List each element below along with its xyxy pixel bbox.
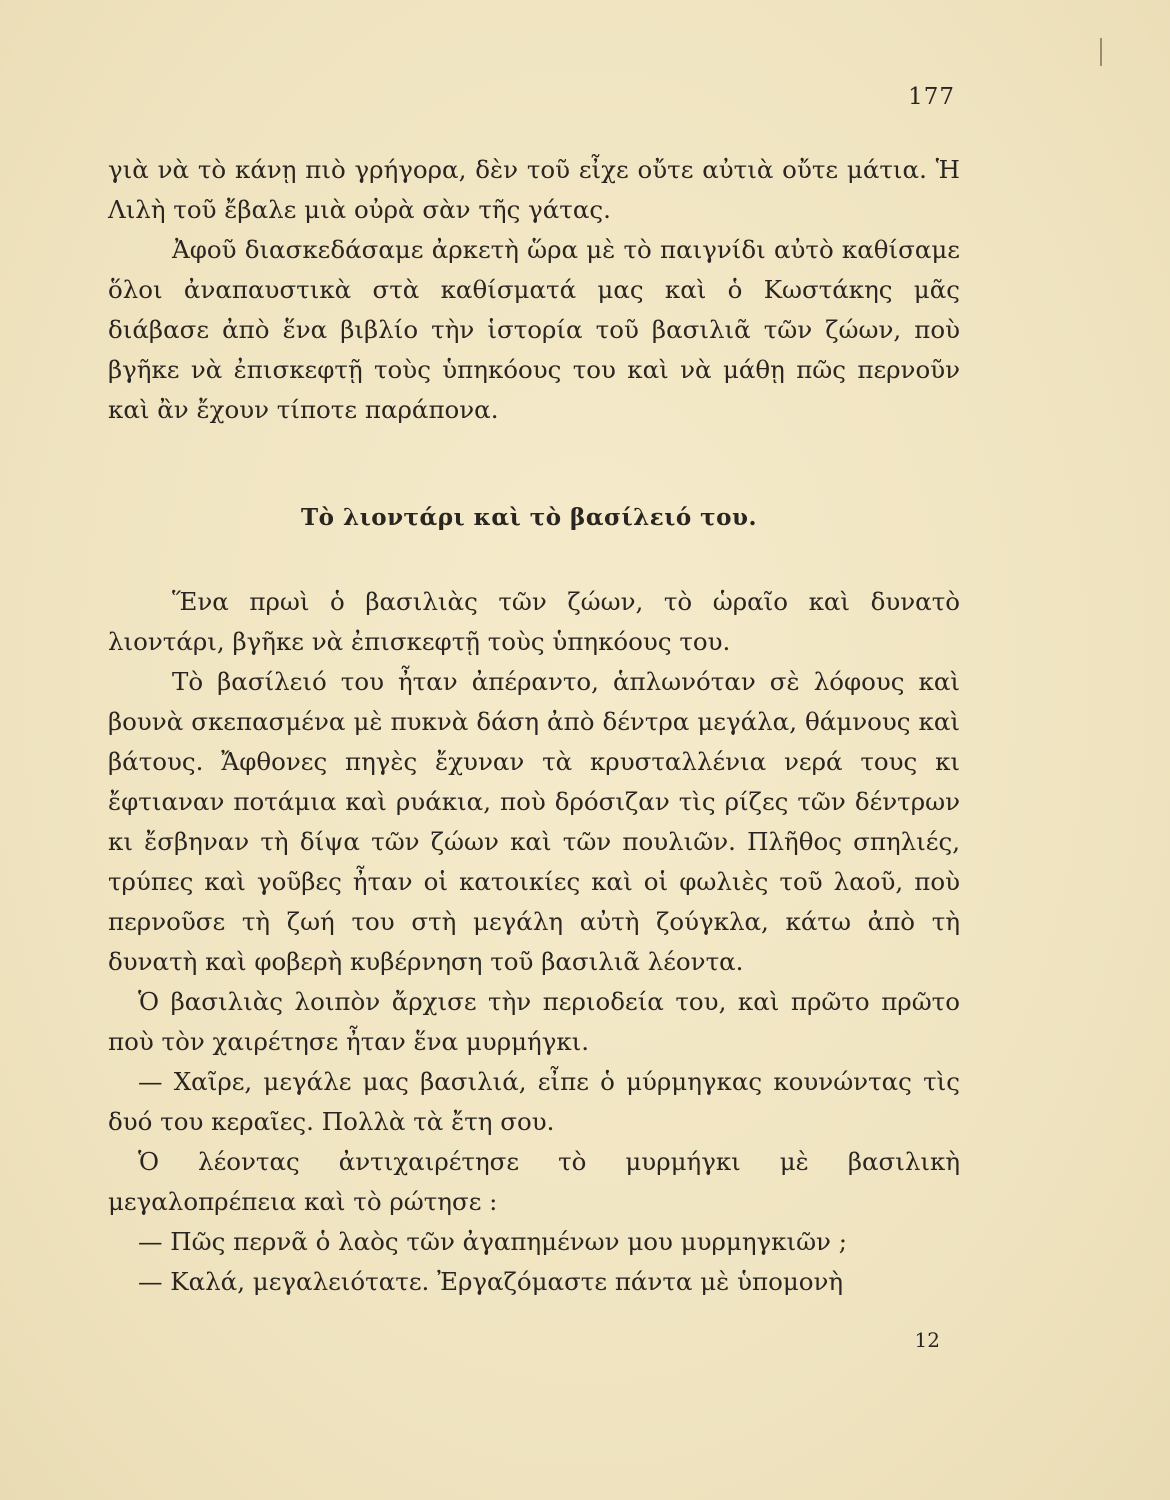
paragraph: Ὁ βασιλιὰς λοιπὸν ἄρχισε τὴν περιοδεία του, καὶ πρῶτο πρῶτο ποὺ τὸν χαιρέτησε ἦταν ἕνα μυρμήγκι.	[108, 987, 960, 1056]
intro-text	[108, 150, 960, 430]
dialogue-line: — Χαῖρε, μεγάλε μας βασιλιά, εἶπε ὁ μύρμηγκας κουνώντας τὶς δυό του κεραῖες. Πολλὰ τὰ ἔτη σου.	[108, 1067, 960, 1136]
dialogue-line: — Καλά, μεγαλειότατε. Ἐργαζόμαστε πάντα μὲ ὑπομονὴ	[138, 1267, 844, 1296]
page-number: 177	[908, 84, 955, 110]
paragraph: Ὁ λέοντας ἀντιχαιρέτησε τὸ μυρμήγκι μὲ βασιλικὴ μεγαλοπρέπεια καὶ τὸ ρώτησε :	[108, 1147, 960, 1216]
corner-mark	[1100, 38, 1102, 66]
dialogue-line: — Πῶς περνᾶ ὁ λαὸς τῶν ἀγαπημένων μου μυρμηγκιῶν ;	[138, 1227, 847, 1256]
paragraph: Τὸ βασίλειό του ἦταν ἀπέραντο, ἁπλωνόταν σὲ λόφους καὶ βουνὰ σκεπασμένα μὲ πυκνὰ δάση ἀπὸ δέντρα μεγάλα, θάμνους καὶ βάτους. Ἄφθονες πηγὲς ἔχυναν τὰ κρυσταλλένια νερά τους κι ἔφτιαναν ποτάμια καὶ ρυάκια, ποὺ δρόσιζαν τὶς ρίζες τῶν δέντρων κι ἔσβηναν τὴ δίψα τῶν ζώων καὶ τῶν πουλιῶν. Πλῆθος σπηλιές, τρύπες καὶ γοῦβες ἦταν οἱ κατοικίες καὶ οἱ φωλιὲς τοῦ λαοῦ, ποὺ περνοῦσε τὴ ζωή του στὴ μεγάλη αὐτὴ ζούγκλα, κάτω ἀπὸ τὴ δυνατὴ καὶ φοβερὴ κυβέρνηση τοῦ βασιλιᾶ λέοντα.	[108, 667, 960, 976]
section-title: Τὸ λιοντάρι καὶ τὸ βασίλειό του.	[301, 504, 757, 531]
paragraph: γιὰ νὰ τὸ κάνῃ πιὸ γρήγορα, δὲν τοῦ εἶχε οὔτε αὐτιὰ οὔτε μάτια. Ἡ Λιλὴ τοῦ ἔβαλε μιὰ οὐρὰ σὰν τῆς γάτας.	[108, 155, 960, 224]
paragraph: Ἀφοῦ διασκεδάσαμε ἀρκετὴ ὥρα μὲ τὸ παιγνίδι αὐτὸ καθίσαμε ὅλοι ἀναπαυστικὰ στὰ καθίσματά μας καὶ ὁ Κωστάκης μᾶς διάβασε ἀπὸ ἕνα βιβλίο τὴν ἱστορία τοῦ βασιλιᾶ τῶν ζώων, ποὺ βγῆκε νὰ ἐπισκεφτῇ τοὺς ὑπηκόους του καὶ νὰ μάθῃ πῶς περνοῦν καὶ ἂν ἔχουν τίποτε παράπονα.	[108, 235, 960, 424]
signature-mark: 12	[914, 1328, 940, 1352]
paragraph: Ἕνα πρωὶ ὁ βασιλιὰς τῶν ζώων, τὸ ὡραῖο καὶ δυνατὸ λιοντάρι, βγῆκε νὰ ἐπισκεφτῇ τοὺς ὑπηκόους του.	[108, 587, 960, 656]
story-text	[108, 582, 960, 1302]
